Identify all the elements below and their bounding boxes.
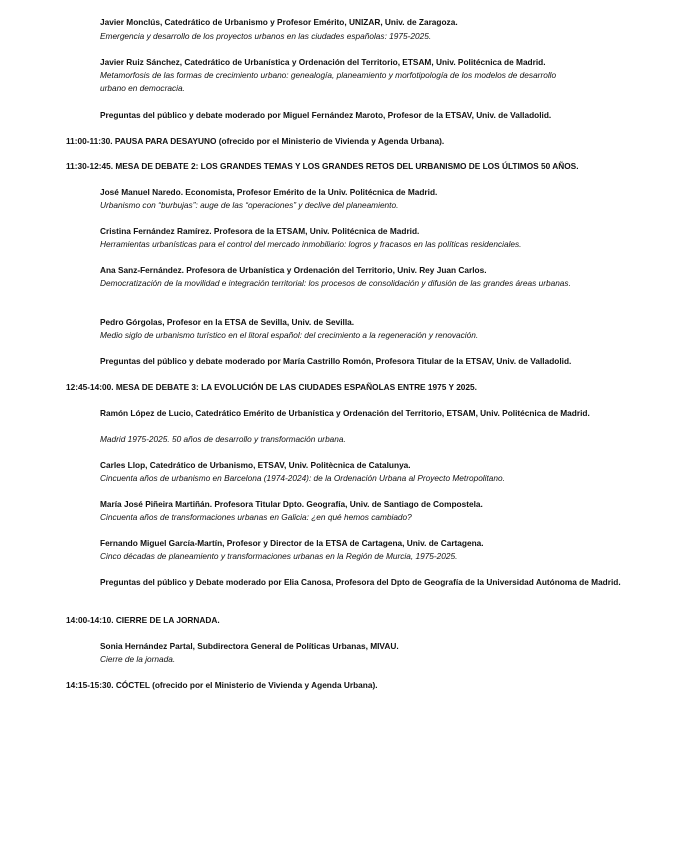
- speaker-name: Ana Sanz-Fernández. Profesora de Urbanística y Ordenación del Territorio, Univ. Rey Juan Carlos.: [100, 265, 487, 275]
- talk-title: Herramientas urbanísticas para el control del mercado inmobiliario: logros y fracasos en las políticas residenciales.: [100, 239, 522, 249]
- speaker-name: Pedro Górgolas, Profesor en la ETSA de Sevilla, Univ. de Sevilla.: [100, 317, 355, 327]
- speaker-name: José Manuel Naredo. Economista, Profesor Emérito de la Univ. Politécnica de Madrid.: [100, 187, 438, 197]
- debate-moderator: Preguntas del público y debate moderado por María Castrillo Romón, Profesora Titular de la ETSAV, Univ. de Valladolid.: [100, 356, 572, 366]
- talk-title: Medio siglo de urbanismo turístico en el litoral español: del crecimiento a la regeneración y renovación.: [100, 330, 479, 340]
- speaker-name: María José Piñeira Martiñán. Profesora Titular Dpto. Geografía, Univ. de Santiago de Compostela.: [100, 499, 483, 509]
- talk-title: Democratización de la movilidad e integración territorial: los procesos de consolidación y difusión de las grandes áreas urbanas.: [100, 278, 571, 288]
- debate-moderator: Preguntas del público y Debate moderado por Elia Canosa, Profesora del Dpto de Geografía de la Universidad Autónoma de Madrid.: [100, 577, 621, 587]
- debate-moderator: Preguntas del público y debate moderado por Miguel Fernández Maroto, Profesor de la ETSAV, Univ. de Valladolid.: [100, 110, 552, 120]
- speaker-name: Javier Ruiz Sánchez, Catedrático de Urbanística y Ordenación del Territorio, ETSAM, Univ. Politécnica de Madrid.: [100, 57, 546, 67]
- break-heading: 11:00-11:30. PAUSA PARA DESAYUNO (ofrecido por el Ministerio de Vivienda y Agenda Urbana).: [66, 136, 445, 146]
- speaker-name: Carles Llop, Catedrático de Urbanismo, ETSAV, Univ. Politècnica de Catalunya.: [100, 460, 411, 470]
- speaker-name: Sonia Hernández Partal, Subdirectora General de Políticas Urbanas, MIVAU.: [100, 641, 399, 651]
- talk-title: Madrid 1975-2025. 50 años de desarrollo y transformación urbana.: [100, 434, 346, 444]
- talk-title: Cierre de la jornada.: [100, 654, 176, 664]
- talk-title: Emergencia y desarrollo de los proyectos urbanos en las ciudades españolas: 1975-2025.: [100, 31, 432, 41]
- talk-title: Cincuenta años de urbanismo en Barcelona (1974-2024): de la Ordenación Urbana al Proyecto Metropolitano.: [100, 473, 505, 483]
- speaker-name: Cristina Fernández Ramírez. Profesora de la ETSAM, Univ. Politécnica de Madrid.: [100, 226, 420, 236]
- talk-title: Cinco décadas de planeamiento y transformaciones urbanas en la Región de Murcia, 1975-2025.: [100, 551, 458, 561]
- talk-title-continued: urbano en democracia.: [100, 83, 185, 93]
- talk-title: Urbanismo con “burbujas”: auge de las “operaciones” y declive del planeamiento.: [100, 200, 399, 210]
- speaker-name: Fernando Miguel García-Martín, Profesor y Director de la ETSA de Cartagena, Univ. de Cartagena.: [100, 538, 484, 548]
- speaker-name: Javier Monclús, Catedrático de Urbanismo y Profesor Emérito, UNIZAR, Univ. de Zaragoza.: [100, 17, 458, 27]
- talk-title: Metamorfosis de las formas de crecimiento urbano: genealogía, planeamiento y morfotipología de los modelos de desarrollo: [100, 70, 557, 80]
- closing-heading: 14:00-14:10. CIERRE DE LA JORNADA.: [66, 615, 220, 625]
- session-heading: 11:30-12:45. MESA DE DEBATE 2: LOS GRANDES TEMAS Y LOS GRANDES RETOS DEL URBANISMO DE LOS ÚLTIMOS 50 AÑOS.: [66, 161, 579, 171]
- talk-title: Cincuenta años de transformaciones urbanas en Galicia: ¿en qué hemos cambiado?: [100, 512, 412, 522]
- cocktail-heading: 14:15-15:30. CÓCTEL (ofrecido por el Ministerio de Vivienda y Agenda Urbana).: [66, 680, 378, 690]
- session-heading: 12:45-14:00. MESA DE DEBATE 3: LA EVOLUCIÓN DE LAS CIUDADES ESPAÑOLAS ENTRE 1975 Y 2025.: [66, 382, 477, 392]
- speaker-name: Ramón López de Lucio, Catedrático Emérito de Urbanística y Ordenación del Territorio, ETSAM, Univ. Politécnica de Madrid.: [100, 408, 590, 418]
